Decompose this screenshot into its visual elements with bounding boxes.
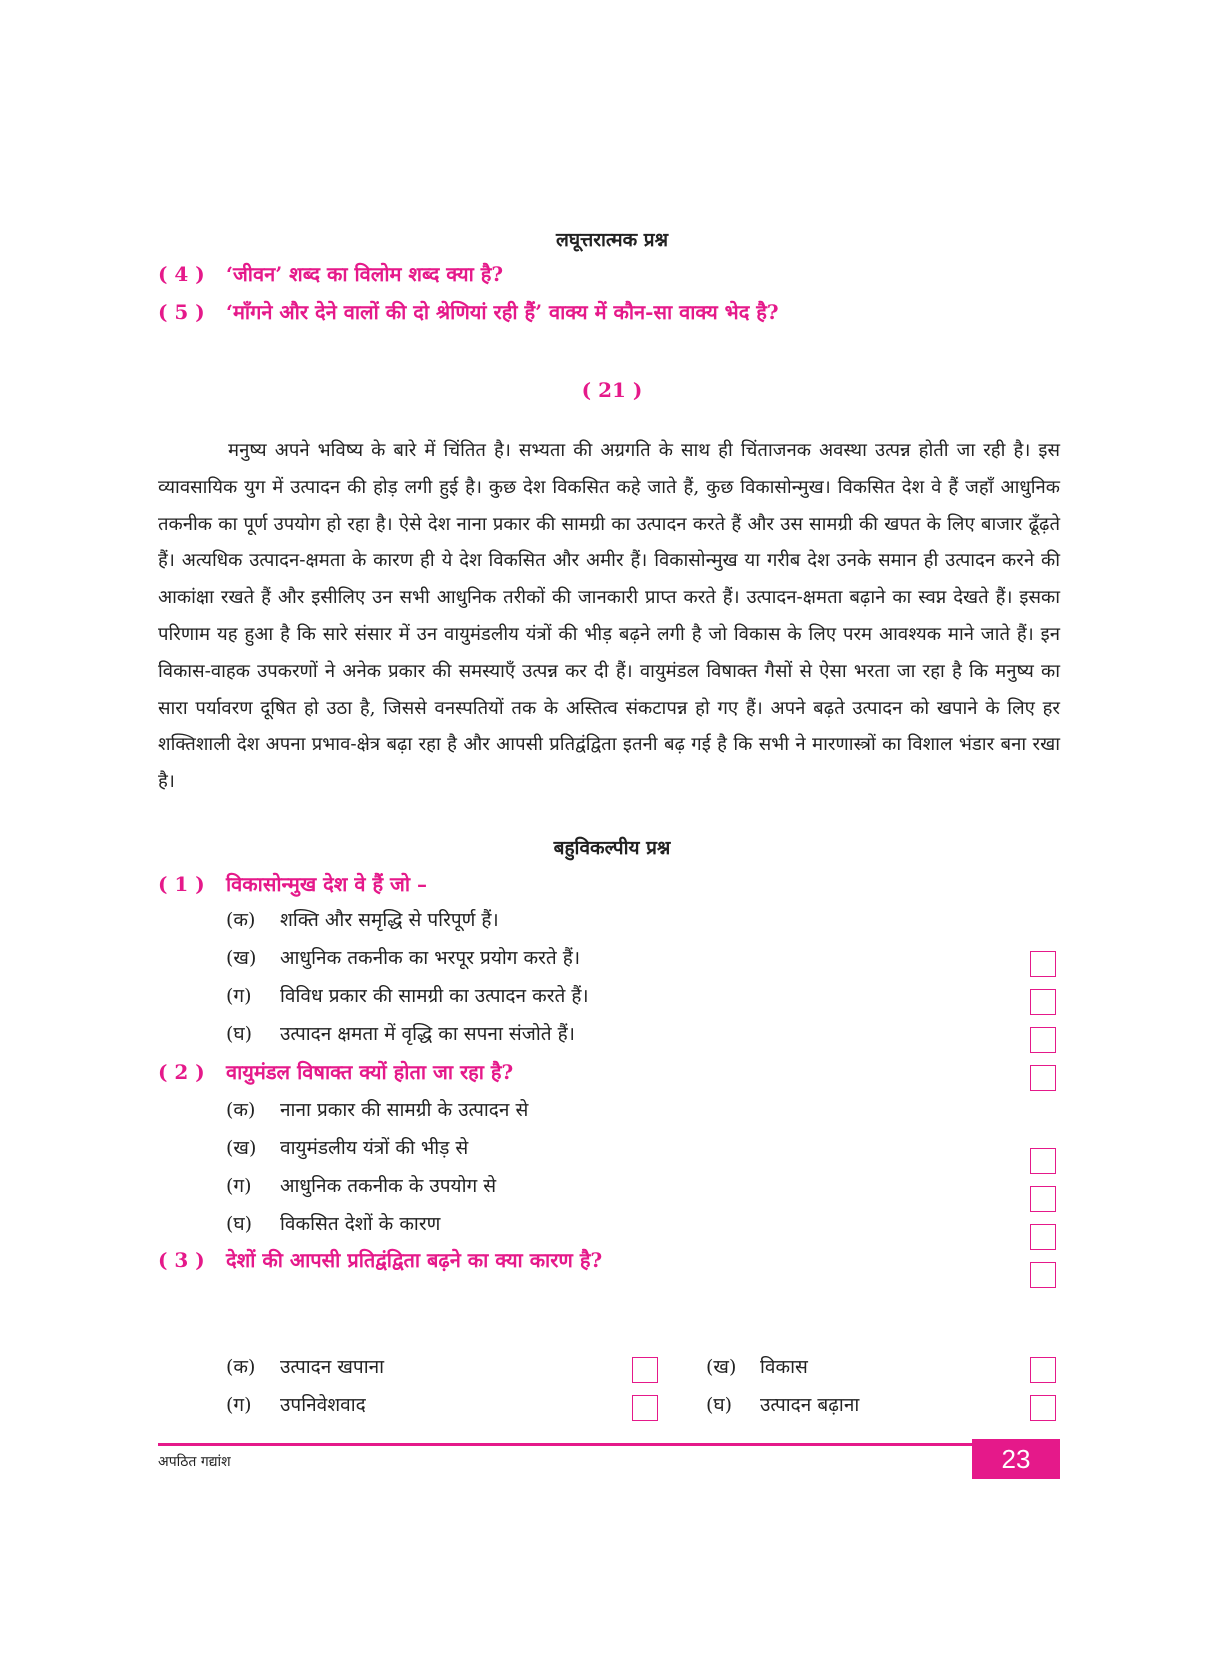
option-label: (ख) xyxy=(226,1137,257,1159)
option-text: विकसित देशों के कारण xyxy=(280,1213,441,1235)
mcq-2-option-ka xyxy=(226,1096,528,1122)
option-text: आधुनिक तकनीक का भरपूर प्रयोग करते हैं। xyxy=(280,947,581,969)
checkbox-mcq-1-kha[interactable] xyxy=(1030,989,1056,1015)
mcq-2-option-kha xyxy=(226,1134,468,1160)
mcq-3-option-ka xyxy=(226,1353,384,1379)
option-label: (क) xyxy=(226,1099,256,1121)
short-answer-heading: लघूत्तरात्मक प्रश्न xyxy=(555,229,669,251)
option-text: नाना प्रकार की सामग्री के उत्पादन से xyxy=(280,1099,529,1121)
mcq-3-option-gha xyxy=(706,1391,859,1417)
mcq-2-option-ga xyxy=(226,1172,496,1198)
mcq-1-option-kha xyxy=(226,944,580,970)
question-number: ( 2 ) xyxy=(158,1060,205,1084)
mcq-1-option-ga xyxy=(226,982,589,1008)
option-label: (क) xyxy=(226,1356,256,1378)
footer-divider xyxy=(158,1443,1060,1446)
question-text: देशों की आपसी प्रतिद्वंद्विता बढ़ने का क्या कारण है? xyxy=(226,1248,603,1272)
mcq-heading: बहुविकल्पीय प्रश्न xyxy=(553,837,671,859)
footer-section-title: अपठित गद्यांश xyxy=(158,1454,231,1470)
page-number: 23 xyxy=(972,1439,1060,1479)
question-text: वायुमंडल विषाक्त क्यों होता जा रहा है? xyxy=(226,1060,514,1084)
mcq-question-3 xyxy=(158,1246,1058,1273)
option-label: (घ) xyxy=(226,1023,253,1045)
short-question-4 xyxy=(158,260,1058,287)
option-text: उत्पादन क्षमता में वृद्धि का सपना संजोते हैं। xyxy=(280,1023,575,1045)
option-text: विविध प्रकार की सामग्री का उत्पादन करते हैं। xyxy=(280,985,589,1007)
option-label: (ख) xyxy=(706,1356,737,1378)
option-text: विकास xyxy=(760,1356,808,1378)
checkbox-mcq-3-ka[interactable] xyxy=(632,1357,658,1383)
checkbox-mcq-3-ga[interactable] xyxy=(632,1395,658,1421)
option-label: (घ) xyxy=(226,1213,253,1235)
mcq-2-option-gha xyxy=(226,1210,440,1236)
checkbox-mcq-2-kha[interactable] xyxy=(1030,1186,1056,1212)
option-label: (घ) xyxy=(706,1394,733,1416)
option-text: उपनिवेशवाद xyxy=(280,1394,366,1416)
question-number: ( 3 ) xyxy=(158,1248,205,1272)
option-text: शक्ति और समृद्धि से परिपूर्ण हैं। xyxy=(280,909,499,931)
question-number: ( 4 ) xyxy=(158,262,205,286)
mcq-3-option-kha xyxy=(706,1353,808,1379)
mcq-3-option-ga xyxy=(226,1391,366,1417)
option-text: आधुनिक तकनीक के उपयोग से xyxy=(280,1175,497,1197)
option-label: (ग) xyxy=(226,985,252,1007)
question-number: ( 1 ) xyxy=(158,872,205,896)
option-label: (क) xyxy=(226,909,256,931)
passage-number: ( 21 ) xyxy=(581,378,643,402)
option-text: उत्पादन बढ़ाना xyxy=(760,1394,860,1416)
passage-text: मनुष्य अपने भविष्य के बारे में चिंतित है। सभ्यता की अग्रगति के साथ ही चिंताजनक अवस्था उत्पन्न होती जा रही है। इस व्यावसायिक युग में उत्पादन की होड़ लगी हुई है। कुछ देश विकसित कहे जाते हैं, कुछ विकासोन्मुख। विकसित देश वे हैं जहाँ आधुनिक तकनीक का पूर्ण उपयोग हो रहा है। ऐसे देश नाना प्रकार की सामग्री का उत्पादन करते हैं और उस सामग्री की खपत के लिए बाजार ढूँढ़ते हैं। अत्यधिक उत्पादन-क्षमता के कारण ही ये देश विकसित और अमीर हैं। विकासोन्मुख या गरीब देश उनके समान ही उत्पादन करने की आकांक्षा रखते हैं और इसीलिए उन सभी आधुनिक तरीकों की जानकारी प्राप्त करते हैं। उत्पादन-क्षमता बढ़ाने का स्वप्न देखते हैं। इसका परिणाम यह हुआ है कि सारे संसार में उन वायुमंडलीय यंत्रों की भीड़ बढ़ने लगी है जो विकास के लिए परम आवश्यक माने जाते हैं। इन विकास-वाहक उपकरणों ने अनेक प्रकार की समस्याएँ उत्पन्न कर दी हैं। वायुमंडल विषाक्त गैसों से ऐसा भरता जा रहा है कि मनुष्य का सारा पर्यावरण दूषित हो उठा है, जिससे वनस्पतियों तक के अस्तित्व संकटापन्न हो गए हैं। अपने बढ़ते उत्पादन को खपाने के लिए हर शक्तिशाली देश अपना प्रभाव-क्षेत्र बढ़ा रहा है और आपसी प्रतिद्वंद्विता इतनी बढ़ गई है कि सभी ने मारणास्त्रों का विशाल भंडार बना रखा है। xyxy=(158,440,1060,793)
option-label: (ख) xyxy=(226,947,257,969)
mcq-1-option-gha xyxy=(226,1020,575,1046)
checkbox-mcq-3-kha[interactable] xyxy=(1030,1357,1056,1383)
checkbox-mcq-1-ka[interactable] xyxy=(1030,951,1056,977)
mcq-question-2 xyxy=(158,1058,1058,1085)
option-text: उत्पादन खपाना xyxy=(280,1356,385,1378)
mcq-1-option-ka xyxy=(226,906,499,932)
mcq-question-1 xyxy=(158,870,1058,897)
checkbox-mcq-1-ga[interactable] xyxy=(1030,1027,1056,1053)
option-label: (ग) xyxy=(226,1175,252,1197)
option-text: वायुमंडलीय यंत्रों की भीड़ से xyxy=(280,1137,469,1159)
checkbox-mcq-3-gha[interactable] xyxy=(1030,1395,1056,1421)
question-text: ‘माँगने और देने वालों की दो श्रेणियां रही हैं’ वाक्य में कौन-सा वाक्य भेद है? xyxy=(226,300,779,324)
question-text: ‘जीवन’ शब्द का विलोम शब्द क्या है? xyxy=(226,262,504,286)
short-question-5 xyxy=(158,298,1058,325)
question-number: ( 5 ) xyxy=(158,300,205,324)
option-label: (ग) xyxy=(226,1394,252,1416)
checkbox-mcq-2-ka[interactable] xyxy=(1030,1148,1056,1174)
question-text: विकासोन्मुख देश वे हैं जो – xyxy=(226,872,428,896)
